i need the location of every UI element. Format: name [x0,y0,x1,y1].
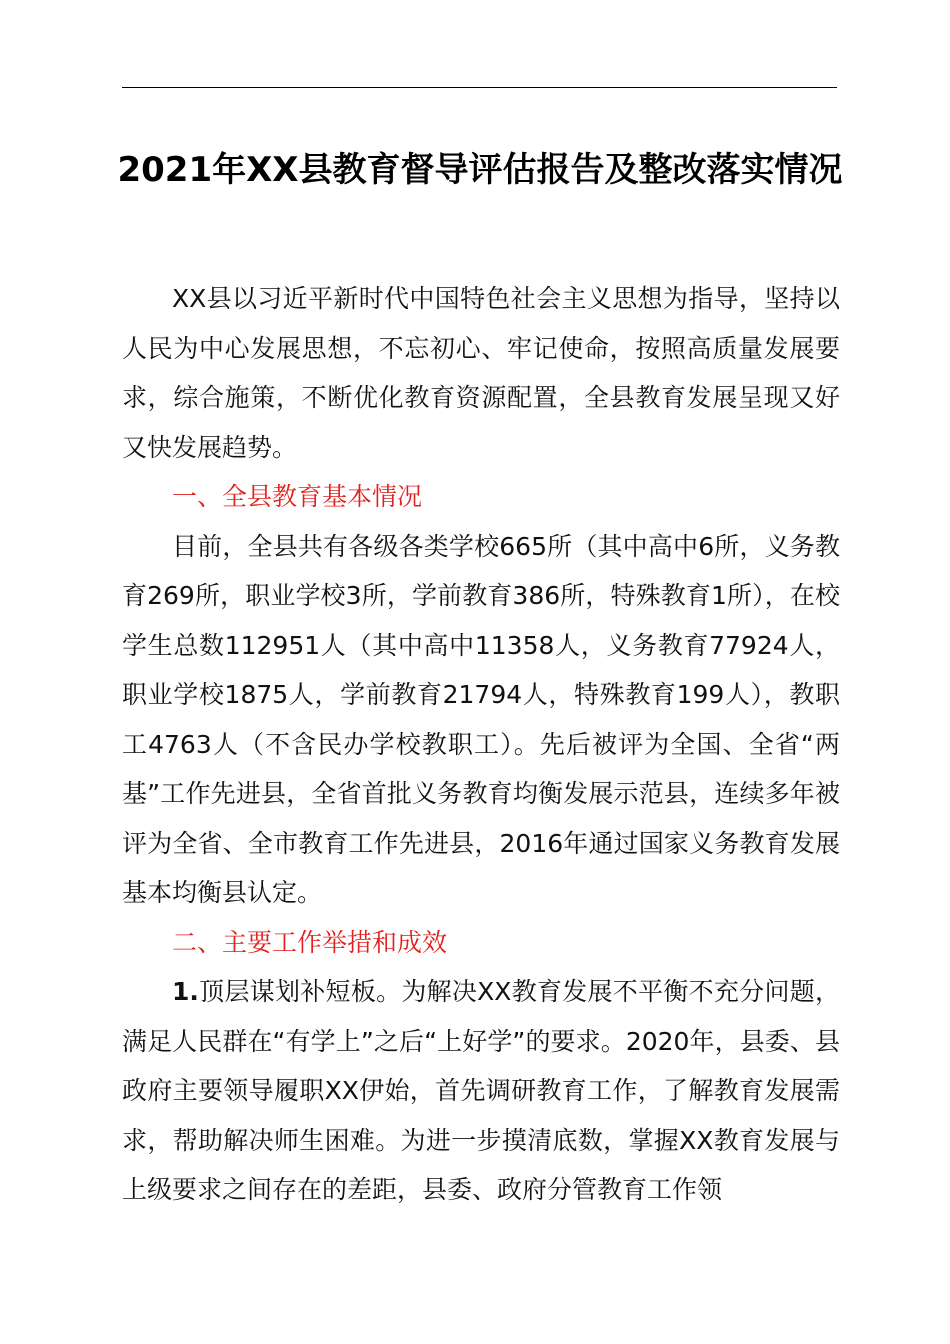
section-heading-basic-situation [122,472,840,522]
basic-situation-paragraph [122,522,840,918]
intro-paragraph [122,274,840,472]
header-rule [122,87,837,88]
document-title: 2021年XX县教育督导评估报告及整改落实情况 [117,150,843,190]
section-heading-measures [122,918,840,968]
paragraph-text: 顶层谋划补短板。为解决XX教育发展不平衡不充分问题，满足人民群在“有学上”之后“上好学”的要求。2020年，县委、县政府主要领导履职XX伊始，首先调研教育工作，了解教育发展需求，帮助解决师生困难。为进一步摸清底数，掌握XX教育发展与上级要求之间存在的差距，县委、政府分管教育工作领 [122,977,840,1204]
item-number: 1. [172,977,199,1006]
heading-text: 一、全县教育基本情况 [172,482,423,511]
paragraph-text: 目前，全县共有各级各类学校665所（其中高中6所，义务教育269所，职业学校3所，学前教育386所，特殊教育1所），在校学生总数112951人（其中高中11358人，义务教育77924人，职业学校1875人，学前教育21794人，特殊教育199人），教职工4763人（不含民办学校教职工）。先后被评为全国、全省“两基”工作先进县，全省首批义务教育均衡发展示范县，连续多年被评为全省、全市教育工作先进县，2016年通过国家义务教育发展基本均衡县认定。 [122,531,840,907]
heading-text: 二、主要工作举措和成效 [172,927,448,957]
measure-1-paragraph [122,967,840,1215]
paragraph-text: XX县以习近平新时代中国特色社会主义思想为指导，坚持以人民为中心发展思想，不忘初心、牢记使命，按照高质量发展要求，综合施策，不断优化教育资源配置，全县教育发展呈现又好又快发展趋势。 [122,284,840,462]
document-body [122,274,840,1215]
